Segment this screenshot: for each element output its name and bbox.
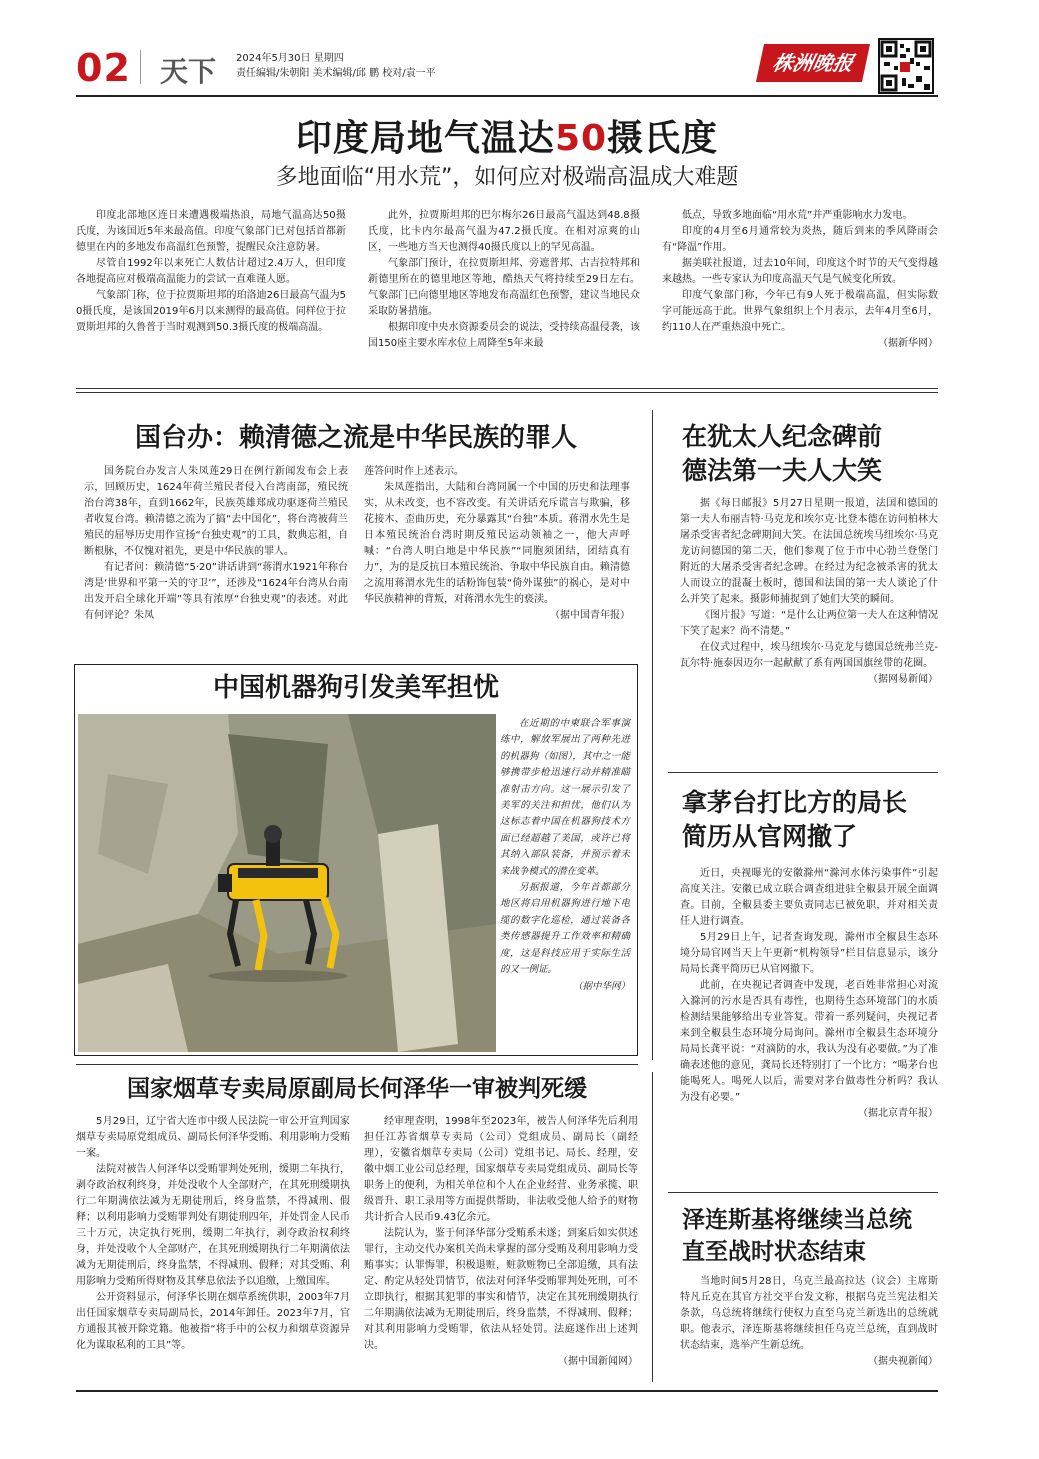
robot-dog-photo bbox=[78, 714, 496, 1052]
taiwan-col-2 bbox=[364, 464, 630, 624]
paragraph: 5月29日上午，记者查询发现，滁州市全椒县生态环境分局官网当天上午更新“机构领导”栏目信息显示，该分局局长龚平简历已从官网撤下。 bbox=[680, 932, 938, 975]
paragraph: 另据报道，今年首都部分地区将启用机器狗进行地下电缆的数字化巡检，通过装备各类传感器提升工作效率和精确度，这是科技应用于实际生活的又一例证。 bbox=[500, 882, 630, 976]
robot-headline: 中国机器狗引发美军担忧 bbox=[212, 673, 499, 703]
lead-subtitle: 多地面临“用水荒”，如何应对极端高温成大难题 bbox=[275, 165, 739, 190]
paragraph: 气象部门预计，在拉贾斯坦邦、旁遮普邦、古吉拉特邦和新德里所在的德里地区等地，酷热天气将持续至29日左右。气象部门已向德里地区等地发布高温红色预警，建议当地民众采取防暑措施。 bbox=[368, 258, 640, 317]
source-credit: （据北京青年报） bbox=[858, 1108, 938, 1119]
maotai-headline-line1: 拿茅台打比方的局长 bbox=[682, 788, 908, 817]
paragraph: 公开资料显示，何泽华长期在烟草系统供职，2003年7月出任国家烟草专卖局副局长，2014年卸任。2023年7月，官方通报其被开除党籍。他被指“将手中的公权力和烟草资源异化为谋取私利的工具”等。 bbox=[76, 1292, 350, 1351]
qr-code-icon bbox=[878, 38, 934, 94]
paragraph: 此前，在央视记者调查中发现，老百姓非常担心对流入滁河的污水是否具有毒性，也期待生态环境部门的水质检测结果能够给出专业答复。带着一系列疑问，央视记者来到全椒县生态环境分局询问。滁州市全椒县生态环境分局局长龚平说：“对滴防的水，我认为没有必要做。”为了准确表述他的意见，龚局长还特别打了一个比方：“喝茅台也能喝死人。喝死人以后，需要对茅台做毒性分析吗？我认为没有必要。” bbox=[680, 980, 938, 1103]
maotai-body bbox=[680, 866, 938, 1122]
lead-col-1 bbox=[76, 208, 346, 336]
paragraph: 当地时间5月28日，乌克兰最高拉达（议会）主席斯特凡丘克在其官方社交平台发文称，根据乌克兰宪法相关条款，乌总统将继续行使权力直至乌克兰新选出的总统就职。他表示，泽连斯基将继续担任乌克兰总统，直到战时状态结束，选举产生新总统。 bbox=[680, 1276, 938, 1351]
paragraph: 经审理查明，1998年至2023年，被告人何泽华先后利用担任江苏省烟草专卖局（公司）党组成员、副局长（副经理），安徽省烟草专卖局（公司）党组书记、局长、经理，安徽中烟工业公司总经理，国家烟草专卖局党组成员、副局长等职务上的便利，为相关单位和个人在企业经营、业务承揽、职级晋升、职工录用等方面提供帮助，非法收受他人给予的财物共计折合人民币9.43亿余元。 bbox=[364, 1116, 638, 1223]
paragraph: 尽管自1992年以来死亡人数估计超过2.4万人，但印度各地提高应对极端高温能力的尝试一直难谨人愿。 bbox=[76, 258, 346, 285]
lead-headline-num: 50 bbox=[554, 118, 608, 159]
zelensky-headline-line1: 泽连斯基将继续当总统 bbox=[682, 1206, 912, 1233]
jewish-headline-line1: 在犹太人纪念碑前 bbox=[682, 422, 883, 451]
lead-headline bbox=[76, 116, 938, 161]
paragraph: 此外，拉贾斯坦邦的巴尔梅尔26日最高气温达到48.8摄氏度，比卡内尔最高气温为47.2摄氏度。在相对凉爽的山区，一些地方当天也测得40摄氏度以上的罕见高温。 bbox=[368, 210, 640, 253]
editors-line: 责任编辑/朱朝阳 美术编辑/邱 鹏 校对/袁一平 bbox=[236, 68, 436, 79]
source-credit: （据中国新闻网） bbox=[558, 1356, 638, 1367]
maotai-headline bbox=[682, 786, 938, 854]
paragraph: 印度北部地区连日来遭遇极端热浪，局地气温高达50摄氏度，为该国近5年来最高值。印度气象部门已对包括首都新德里在内的多地发布高温红色预警，提醒民众注意防暑。 bbox=[76, 210, 346, 253]
paragraph: 国务院台办发言人朱凤莲29日在例行新闻发布会上表示，回顾历史，1624年荷兰殖民者侵入台湾南部，殖民统治台湾38年，直到1662年，民族英雄郑成功驱逐荷兰殖民者收复台湾。赖清德之流为了搞“去中国化”，将台湾被荷兰殖民的屈辱历史用作宣扬“台独史观”的工具，数典忘祖，自断根脉，不仅愧对祖先，更是中华民族的罪人。 bbox=[84, 466, 348, 557]
lead-headline-pre: 印度局地气温达 bbox=[295, 117, 555, 159]
taiwan-headline: 国台办：赖清德之流是中华民族的罪人 bbox=[134, 423, 577, 453]
paragraph: 《图片报》写道：“是什么让两位第一夫人在这种情况下笑了起来？尚不清楚。” bbox=[680, 610, 938, 637]
paragraph: 朱凤莲指出，大陆和台湾同属一个中国的历史和法理事实，从未改变，也不容改变。有关讲话充斥谎言与欺骗，移花接木、歪曲历史，充分暴露其“台独”本质。蒋渭水先生是日本殖民统治台湾时期反殖民运动领袖之一，他大声呼喊：“台湾人明白地是中华民族”“同胞须团结，团结真有力”，为的是反抗日本殖民统治、争取中华民族自由。赖清德之流用蒋渭水先生的话粉饰包装“倚外谋独”的祸心，是对中华民族精神的背叛，对蒋渭水先生的亵渎。 bbox=[364, 482, 630, 605]
paragraph: 5月29日，辽宁省大连市中级人民法院一审公开宣判国家烟草专卖局原党组成员、副局长何泽华受贿、利用影响力受贿一案。 bbox=[76, 1116, 350, 1159]
paragraph: 印度的4月至6月通常较为炎热，随后到来的季风降雨会有“降温”作用。 bbox=[662, 226, 938, 253]
paragraph: 在仪式过程中，埃马纽埃尔·马克龙与德国总统弗兰克-瓦尔特·施泰因迈尔一起献献了系有两国国旗丝带的花圈。 bbox=[680, 642, 938, 669]
paragraph: 莲答问时作上述表示。 bbox=[364, 466, 464, 477]
paragraph: 在近期的中柬联合军事演练中，解放军展出了两种先进的机器狗（如图），其中之一能够携带步枪迅速行动并精准瞄准射击方向。这一展示引发了美军的关注和担忧，他们认为这标志着中国在机器狗技术方面已经超越了美国，或许已将其纳入部队装备，并预示着未来战争模式的潜在变革。 bbox=[500, 718, 630, 877]
tobacco-col-1 bbox=[76, 1114, 350, 1354]
source-credit: （据中华网） bbox=[572, 980, 630, 992]
paragraph: 气象部门称，位于拉贾斯坦邦的珀洛迪26日最高气温为50摄氏度，是该国2019年6月以来测得的最高值。同样位于拉贾斯坦邦的久鲁普于当时观测到50.3摄氏度的极端高温。 bbox=[76, 290, 346, 333]
tobacco-headline: 国家烟草专卖局原副局长何泽华一审被判死缓 bbox=[127, 1075, 587, 1102]
source-credit: （据央视新闻） bbox=[868, 1356, 938, 1367]
jewish-headline-line2: 德法第一夫人大笑 bbox=[682, 456, 883, 485]
lead-col-2 bbox=[368, 208, 640, 352]
jewish-headline bbox=[682, 420, 938, 488]
source-credit: （据中国青年报） bbox=[550, 610, 630, 621]
maotai-headline-line2: 简历从官网撤了 bbox=[682, 822, 858, 851]
zelensky-headline-line2: 直至战时状态结束 bbox=[682, 1238, 866, 1265]
robot-text bbox=[500, 716, 630, 995]
paragraph: 根据印度中央水资源委员会的说法，受持续高温侵袭，该国150座主要水库水位上周降至5年来最 bbox=[368, 322, 640, 349]
source-credit: （据网易新闻） bbox=[868, 674, 938, 685]
taiwan-col-1 bbox=[84, 464, 348, 624]
paragraph: 法院认为，鉴于何泽华部分受贿系未遂；到案后如实供述罪行，主动交代办案机关尚未掌握的部分受贿及利用影响力受贿事实；认罪悔罪，积极退赃，赃款赃物已全部追缴，具有法定、酌定从轻处罚情节，依法对何泽华受贿罪判处死刑，可不立即执行，根据其犯罪的事实和情节，决定在其死刑缓期执行二年期满依法减为无期徒刑后，终身监禁，不得减刑、假释；对其利用影响力受贿罪，依法从轻处罚。法庭遂作出上述判决。 bbox=[364, 1228, 638, 1351]
paragraph: 据《每日邮报》5月27日星期一报道，法国和德国的第一夫人布丽吉特·马克龙和埃尔克·比登本德在访问柏林大屠杀受害者纪念碑期间大笑。在法国总统埃马纽埃尔·马克龙访问德国的第二天，他们参观了位于市中心勃兰登堡门附近的大屠杀受害者纪念碑。在经过为纪念被杀害的犹太人而设立的混凝土板时，德国和法国的第一夫人谈论了什么并笑了起来。摄影师捕捉到了她们大笑的瞬间。 bbox=[680, 498, 938, 605]
source-credit: （据新华网） bbox=[878, 338, 938, 349]
paragraph: 有记者问：赖清德“5·20”讲话讲到“蒋渭水1921年称台湾是‘世界和平第一关的守卫’”，还涉及“1624年台湾从台南出发开启全球化开端”等具有浓厚“台独史观”的表述。对此有何评论？朱凤 bbox=[84, 562, 348, 621]
zelensky-body bbox=[680, 1274, 938, 1370]
section-name: 天下 bbox=[160, 55, 217, 88]
zelensky-headline bbox=[682, 1204, 938, 1268]
paragraph: 近日，央视曝光的安徽滁州“滁河水体污染事件”引起高度关注。安徽已成立联合调查组进驻全椒县开展全面调查。目前，全椒县委主要负责同志已被免职，并对相关责任人进行调查。 bbox=[680, 868, 938, 927]
date-line: 2024年5月30日 星期四 bbox=[236, 53, 344, 64]
tobacco-col-2 bbox=[364, 1114, 638, 1370]
newspaper-logo: 株洲晚报 bbox=[756, 44, 870, 82]
page-number: 02 bbox=[76, 46, 131, 90]
lead-headline-post: 摄氏度 bbox=[607, 117, 719, 159]
jewish-body bbox=[680, 496, 938, 688]
paragraph: 法院对被告人何泽华以受贿罪判处死刑，缓期二年执行，剥夺政治权利终身，并处没收个人全部财产，在其死刑缓期执行二年期满依法减为无期徒刑后，终身监禁，不得减刑、假释；以利用影响力受贿罪判处有期徒刑四年，并处罚金人民币三十万元，决定执行死刑，缓期二年执行，剥夺政治权利终身，并处没收个人全部财产，在其死刑缓期执行二年期满依法减为无期徒刑后，终身监禁，不得减刑、假释；对其受贿、利用影响力受贿所得财物及其孳息依法予以追缴，上缴国库。 bbox=[76, 1164, 350, 1287]
paragraph: 据美联社报道，过去10年间，印度这个时节的天气变得越来越热。一些专家认为印度高温天气是气候变化所致。 bbox=[662, 258, 938, 285]
lead-col-3 bbox=[662, 208, 938, 352]
paragraph: 低点，导致多地面临“用水荒”并严重影响水力发电。 bbox=[682, 210, 913, 221]
paragraph: 印度气象部门称，今年已有9人死于极端高温，但实际数字可能远高于此。世界气象组织上个月表示，去年4月至6月，约110人在严重热浪中死亡。 bbox=[662, 290, 938, 333]
